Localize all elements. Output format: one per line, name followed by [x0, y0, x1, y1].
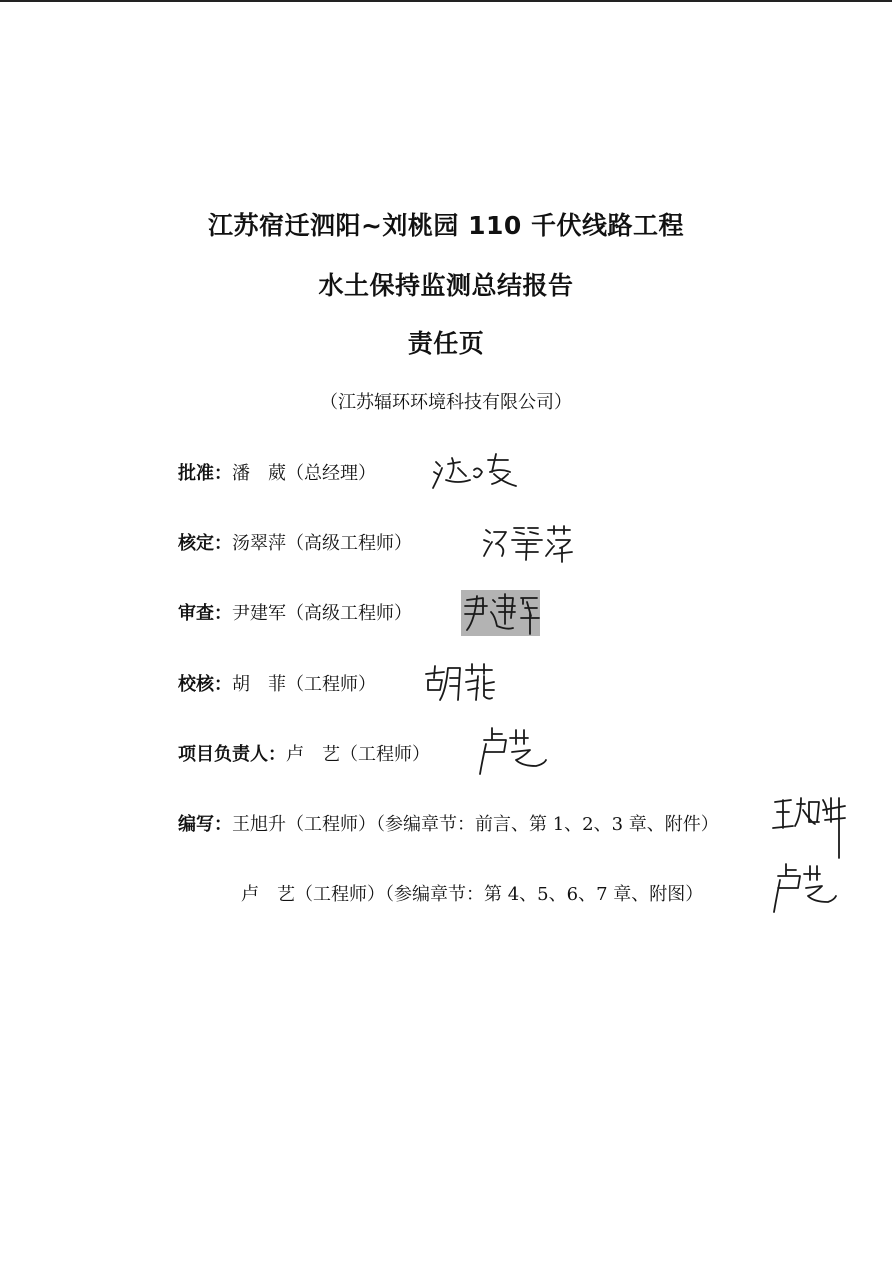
signature-lu-yi-2 [772, 860, 838, 916]
company-name: （江苏辐环环境科技有限公司） [320, 392, 572, 413]
signatory-name: 卢 艺（工程师） [286, 744, 430, 765]
signatory-row-project-lead [178, 740, 430, 766]
project-title: 江苏宿迁泗阳~刘桃园 110 千伏线路工程 [207, 211, 685, 240]
signatory-label: 核定： [178, 533, 232, 554]
signature-tang-cuiping [482, 522, 574, 564]
signatory-name: 潘 葳（总经理） [232, 463, 376, 484]
signatory-row-approve [178, 459, 376, 485]
signatory-row-review [178, 599, 412, 625]
signatory-row-author-2 [178, 880, 703, 906]
signature-hu-fei [422, 660, 496, 704]
signature-yin-jianjun [461, 590, 540, 636]
signature-pan-wei [430, 450, 522, 492]
signatory-label: 校核： [178, 674, 232, 695]
signatory-name: 卢 艺（工程师）（参编章节：第 4、5、6、7 章、附图） [241, 884, 704, 905]
signatory-row-verify [178, 529, 412, 555]
signatory-label: 批准： [178, 463, 232, 484]
signatory-label: 项目负责人： [178, 744, 286, 765]
signatory-name: 胡 菲（工程师） [232, 674, 376, 695]
signatory-label: 编写： [178, 814, 232, 835]
signature-wang-xusheng [771, 792, 847, 860]
page-top-border [0, 0, 892, 2]
report-title: 水土保持监测总结报告 [318, 271, 574, 300]
signatory-label: 审查： [178, 603, 232, 624]
signatory-row-check [178, 670, 376, 696]
page-title: 责任页 [407, 329, 485, 358]
signatory-name: 王旭升（工程师）（参编章节：前言、第 1、2、3 章、附件） [232, 814, 719, 835]
signatory-name: 尹建军（高级工程师） [232, 603, 412, 624]
signatory-row-author-1 [178, 810, 719, 836]
signature-lu-yi [478, 724, 548, 778]
signatory-name: 汤翠萍（高级工程师） [232, 533, 412, 554]
